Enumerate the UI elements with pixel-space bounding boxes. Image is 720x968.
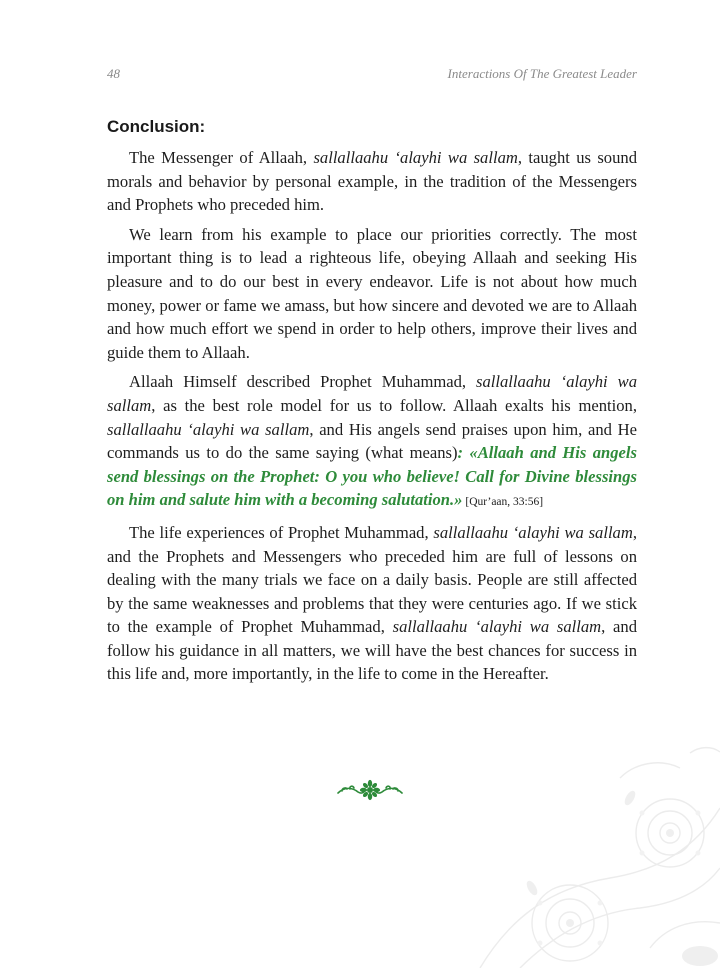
paragraph-1-text-c: , taught us sound morals and behavior by personal example, in the tradition of the Messengers and Prophets who preceded him. bbox=[107, 148, 637, 215]
corner-floral-decoration-icon bbox=[420, 738, 720, 968]
salutation-text: sallallaahu ‘alayhi wa sallam bbox=[313, 148, 518, 167]
salutation-text: sallallaahu ‘alayhi wa sallam bbox=[107, 372, 637, 415]
floral-divider-icon bbox=[334, 776, 406, 804]
running-title: Interactions Of The Greatest Leader bbox=[447, 66, 637, 81]
paragraph-4-text-c: , and the Prophets and Messengers who preceded him are full of lessons on dealing with the many trials we face on a daily basis. People are still affected by the same weaknesses and problems that they were centuries ago. If we stick to the example of Prophet Muhammad, bbox=[107, 522, 637, 637]
salutation-text: sallallaahu ‘alayhi wa sallam bbox=[107, 419, 310, 439]
paragraph-4 bbox=[107, 521, 637, 686]
paragraph-1 bbox=[107, 146, 637, 217]
section-heading: Conclusion: bbox=[107, 117, 206, 136]
paragraph-3-text-c: , as the best role model for us to follow. Allaah exalts his mention, bbox=[151, 395, 637, 415]
quran-citation: [Qur’aan, 33:56] bbox=[462, 496, 544, 509]
quran-quote: : «Allaah and His angels send blessings on the Prophet: O you who believe! Call for Divine blessings on him and salute him with a becoming salutation.» bbox=[107, 443, 637, 510]
paragraph-4-text-a: The life experiences of Prophet Muhammad, bbox=[129, 522, 434, 542]
salutation-text: sallallaahu ‘alayhi wa sallam bbox=[433, 522, 633, 542]
salutation-text: sallallaahu ‘alayhi wa sallam bbox=[392, 617, 602, 637]
paragraph-3-text-e: , and His angels send praises upon him, and He commands us to do the same saying (what means) bbox=[107, 419, 638, 463]
page-number: 48 bbox=[107, 66, 120, 81]
page-header bbox=[107, 66, 637, 86]
paragraph-1-text-a: The Messenger of Allaah, bbox=[129, 148, 314, 167]
paragraph-3-text-a: Allaah Himself described Prophet Muhammad, bbox=[129, 372, 477, 392]
body-text bbox=[107, 146, 637, 692]
paragraph-2 bbox=[107, 223, 637, 365]
paragraph-4-text-e: , and follow his guidance in all matters, we will have the best chances for success in this life and, more importantly, in the life to come in the Hereafter. bbox=[107, 617, 638, 684]
paragraph-3 bbox=[107, 370, 637, 515]
paragraph-2-text: We learn from his example to place our priorities correctly. The most important thing is to lead a righteous life, obeying Allaah and seeking His pleasure and to do our best in every endeavor. Life is not about how much money, power or fame we amass, but how sincere and devoted we are to Allaah and how much effort we spend in order to help others, improve their lives and guide them to Allaah. bbox=[107, 224, 637, 362]
